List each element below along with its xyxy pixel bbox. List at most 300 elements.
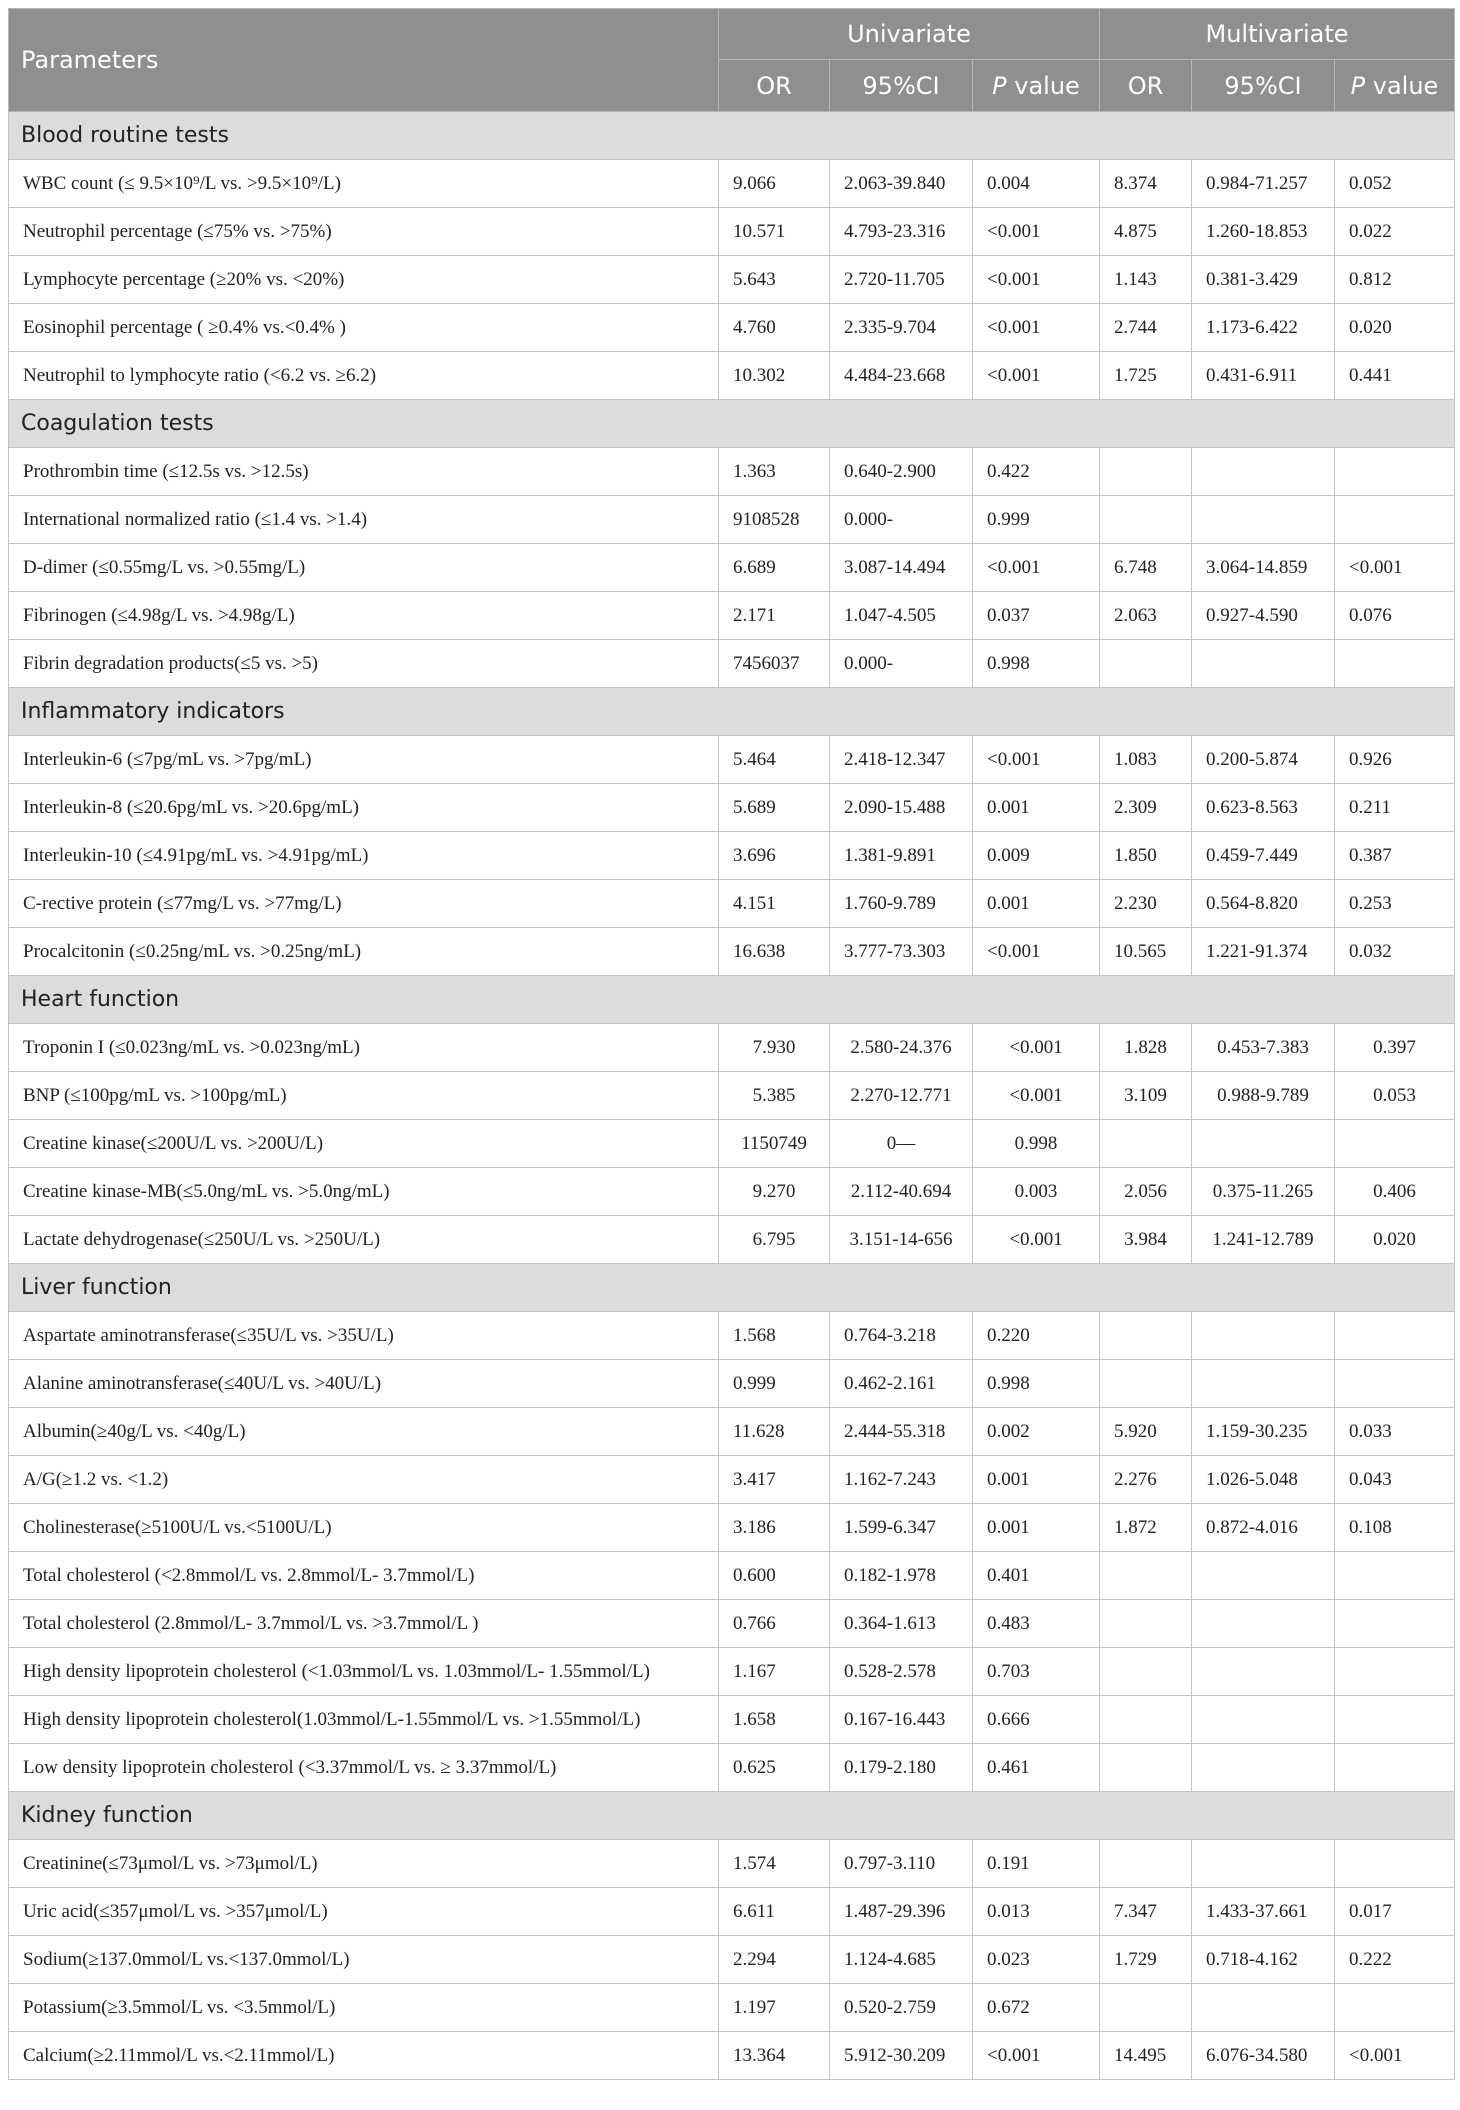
multivariate-ci-cell [1192,1744,1335,1792]
univariate-ci-cell: 0.000- [830,640,973,688]
univariate-p-cell: 0.220 [973,1312,1100,1360]
multivariate-or-cell: 6.748 [1100,544,1192,592]
parameter-cell: Albumin(≥40g/L vs. <40g/L) [9,1408,719,1456]
section-title: Kidney function [9,1792,1455,1840]
univariate-or-cell: 6.795 [719,1216,830,1264]
table-row [9,928,1455,976]
multivariate-or-cell: 2.230 [1100,880,1192,928]
univariate-or-cell: 3.417 [719,1456,830,1504]
multivariate-or-cell [1100,1648,1192,1696]
multivariate-p-cell: 0.033 [1335,1408,1455,1456]
table-row [9,592,1455,640]
multivariate-or-cell: 1.143 [1100,256,1192,304]
multivariate-or-cell [1100,1360,1192,1408]
univariate-ci-cell: 0.000- [830,496,973,544]
header-multivariate: Multivariate [1100,9,1455,60]
multivariate-or-cell [1100,1840,1192,1888]
univariate-ci-cell: 1.162-7.243 [830,1456,973,1504]
header-univariate-ci: 95%CI [830,60,973,112]
table-row [9,256,1455,304]
univariate-p-cell: 0.004 [973,160,1100,208]
multivariate-p-cell: 0.017 [1335,1888,1455,1936]
parameter-cell: Creatine kinase-MB(≤5.0ng/mL vs. >5.0ng/mL) [9,1168,719,1216]
table-container [8,8,1454,2080]
table-row [9,1072,1455,1120]
parameter-cell: Prothrombin time (≤12.5s vs. >12.5s) [9,448,719,496]
univariate-or-cell: 5.464 [719,736,830,784]
multivariate-p-cell [1335,640,1455,688]
multivariate-p-cell: 0.053 [1335,1072,1455,1120]
multivariate-or-cell [1100,1744,1192,1792]
multivariate-or-cell: 2.063 [1100,592,1192,640]
multivariate-or-cell: 1.850 [1100,832,1192,880]
section-row [9,1792,1455,1840]
univariate-or-cell: 3.696 [719,832,830,880]
multivariate-p-cell [1335,1312,1455,1360]
multivariate-p-cell: 0.020 [1335,1216,1455,1264]
parameter-cell: Interleukin-6 (≤7pg/mL vs. >7pg/mL) [9,736,719,784]
univariate-or-cell: 2.294 [719,1936,830,1984]
univariate-p-cell: 0.461 [973,1744,1100,1792]
multivariate-ci-cell: 0.453-7.383 [1192,1024,1335,1072]
multivariate-or-cell [1100,1552,1192,1600]
parameter-cell: Fibrin degradation products(≤5 vs. >5) [9,640,719,688]
multivariate-p-cell: 0.020 [1335,304,1455,352]
multivariate-ci-cell [1192,1648,1335,1696]
univariate-ci-cell: 1.599-6.347 [830,1504,973,1552]
multivariate-ci-cell: 0.381-3.429 [1192,256,1335,304]
univariate-p-cell: 0.037 [973,592,1100,640]
section-title: Inflammatory indicators [9,688,1455,736]
regression-table [8,8,1455,2080]
univariate-p-cell: 0.001 [973,880,1100,928]
multivariate-or-cell [1100,496,1192,544]
table-row [9,1840,1455,1888]
parameter-cell: C-rective protein (≤77mg/L vs. >77mg/L) [9,880,719,928]
section-title: Blood routine tests [9,112,1455,160]
multivariate-ci-cell [1192,1696,1335,1744]
parameter-cell: BNP (≤100pg/mL vs. >100pg/mL) [9,1072,719,1120]
section-row [9,688,1455,736]
univariate-ci-cell: 1.760-9.789 [830,880,973,928]
univariate-ci-cell: 3.777-73.303 [830,928,973,976]
univariate-ci-cell: 2.335-9.704 [830,304,973,352]
multivariate-p-cell: 0.812 [1335,256,1455,304]
univariate-or-cell: 7456037 [719,640,830,688]
univariate-or-cell: 1150749 [719,1120,830,1168]
p-suffix: value [1365,71,1439,100]
multivariate-or-cell: 1.828 [1100,1024,1192,1072]
parameter-cell: D-dimer (≤0.55mg/L vs. >0.55mg/L) [9,544,719,592]
multivariate-ci-cell [1192,1120,1335,1168]
univariate-or-cell: 13.364 [719,2032,830,2080]
multivariate-p-cell: <0.001 [1335,544,1455,592]
section-row [9,400,1455,448]
multivariate-ci-cell: 0.718-4.162 [1192,1936,1335,1984]
multivariate-or-cell: 10.565 [1100,928,1192,976]
header-multivariate-p [1335,60,1455,112]
section-title: Heart function [9,976,1455,1024]
multivariate-ci-cell [1192,640,1335,688]
table-row [9,352,1455,400]
multivariate-p-cell [1335,1120,1455,1168]
univariate-p-cell: 0.191 [973,1840,1100,1888]
parameter-cell: Neutrophil to lymphocyte ratio (<6.2 vs. ≥6.2) [9,352,719,400]
multivariate-or-cell: 3.109 [1100,1072,1192,1120]
univariate-or-cell: 0.766 [719,1600,830,1648]
multivariate-ci-cell: 0.564-8.820 [1192,880,1335,928]
univariate-or-cell: 3.186 [719,1504,830,1552]
univariate-p-cell: 0.013 [973,1888,1100,1936]
multivariate-p-cell: 0.043 [1335,1456,1455,1504]
table-row [9,544,1455,592]
multivariate-ci-cell: 1.433-37.661 [1192,1888,1335,1936]
section-row [9,1264,1455,1312]
parameter-cell: Eosinophil percentage ( ≥0.4% vs.<0.4% ) [9,304,719,352]
multivariate-ci-cell: 0.927-4.590 [1192,592,1335,640]
section-row [9,112,1455,160]
univariate-ci-cell: 0.764-3.218 [830,1312,973,1360]
parameter-cell: Potassium(≥3.5mmol/L vs. <3.5mmol/L) [9,1984,719,2032]
univariate-p-cell: <0.001 [973,352,1100,400]
univariate-p-cell: 0.001 [973,1456,1100,1504]
univariate-or-cell: 1.574 [719,1840,830,1888]
table-row [9,832,1455,880]
multivariate-ci-cell: 0.872-4.016 [1192,1504,1335,1552]
univariate-p-cell: 0.422 [973,448,1100,496]
header-univariate: Univariate [719,9,1100,60]
header-univariate-p [973,60,1100,112]
parameter-cell: Lactate dehydrogenase(≤250U/L vs. >250U/L) [9,1216,719,1264]
univariate-ci-cell: 4.484-23.668 [830,352,973,400]
parameter-cell: High density lipoprotein cholesterol (<1.03mmol/L vs. 1.03mmol/L- 1.55mmol/L) [9,1648,719,1696]
univariate-p-cell: <0.001 [973,736,1100,784]
univariate-ci-cell: 0.528-2.578 [830,1648,973,1696]
univariate-p-cell: 0.023 [973,1936,1100,1984]
univariate-ci-cell: 1.381-9.891 [830,832,973,880]
multivariate-ci-cell: 0.431-6.911 [1192,352,1335,400]
table-row [9,1744,1455,1792]
multivariate-or-cell: 2.309 [1100,784,1192,832]
parameter-cell: Creatinine(≤73μmol/L vs. >73μmol/L) [9,1840,719,1888]
parameter-cell: Low density lipoprotein cholesterol (<3.37mmol/L vs. ≥ 3.37mmol/L) [9,1744,719,1792]
table-row [9,1552,1455,1600]
multivariate-p-cell: 0.108 [1335,1504,1455,1552]
parameter-cell: Calcium(≥2.11mmol/L vs.<2.11mmol/L) [9,2032,719,2080]
multivariate-ci-cell: 0.375-11.265 [1192,1168,1335,1216]
univariate-p-cell: 0.666 [973,1696,1100,1744]
univariate-p-cell: <0.001 [973,1072,1100,1120]
univariate-or-cell: 5.689 [719,784,830,832]
parameter-cell: Interleukin-10 (≤4.91pg/mL vs. >4.91pg/mL) [9,832,719,880]
multivariate-p-cell [1335,1648,1455,1696]
univariate-p-cell: 0.998 [973,1360,1100,1408]
table-row [9,1360,1455,1408]
univariate-ci-cell: 0.462-2.161 [830,1360,973,1408]
multivariate-p-cell [1335,1600,1455,1648]
univariate-ci-cell: 2.418-12.347 [830,736,973,784]
parameter-cell: Aspartate aminotransferase(≤35U/L vs. >35U/L) [9,1312,719,1360]
multivariate-or-cell: 7.347 [1100,1888,1192,1936]
table-row [9,1024,1455,1072]
multivariate-ci-cell [1192,1312,1335,1360]
section-title: Coagulation tests [9,400,1455,448]
parameter-cell: Uric acid(≤357μmol/L vs. >357μmol/L) [9,1888,719,1936]
multivariate-or-cell [1100,1312,1192,1360]
multivariate-ci-cell: 1.159-30.235 [1192,1408,1335,1456]
table-row [9,640,1455,688]
univariate-ci-cell: 0— [830,1120,973,1168]
multivariate-ci-cell [1192,496,1335,544]
univariate-p-cell: <0.001 [973,1216,1100,1264]
univariate-p-cell: 0.401 [973,1552,1100,1600]
parameter-cell: Lymphocyte percentage (≥20% vs. <20%) [9,256,719,304]
univariate-or-cell: 16.638 [719,928,830,976]
multivariate-p-cell: 0.222 [1335,1936,1455,1984]
univariate-ci-cell: 2.090-15.488 [830,784,973,832]
parameter-cell: Sodium(≥137.0mmol/L vs.<137.0mmol/L) [9,1936,719,1984]
univariate-ci-cell: 2.444-55.318 [830,1408,973,1456]
univariate-p-cell: <0.001 [973,1024,1100,1072]
table-row [9,784,1455,832]
p-suffix: value [1006,71,1080,100]
table-row [9,1456,1455,1504]
multivariate-ci-cell [1192,1984,1335,2032]
p-italic: P [1350,71,1366,100]
univariate-ci-cell: 2.270-12.771 [830,1072,973,1120]
table-row [9,1312,1455,1360]
table-row [9,1984,1455,2032]
multivariate-p-cell: 0.032 [1335,928,1455,976]
multivariate-or-cell [1100,1696,1192,1744]
table-body [9,112,1455,2080]
parameter-cell: Troponin I (≤0.023ng/mL vs. >0.023ng/mL) [9,1024,719,1072]
multivariate-ci-cell: 1.221-91.374 [1192,928,1335,976]
multivariate-ci-cell: 0.459-7.449 [1192,832,1335,880]
multivariate-p-cell: 0.926 [1335,736,1455,784]
univariate-or-cell: 4.151 [719,880,830,928]
univariate-p-cell: 0.703 [973,1648,1100,1696]
multivariate-ci-cell [1192,1600,1335,1648]
multivariate-p-cell: 0.052 [1335,160,1455,208]
univariate-ci-cell: 4.793-23.316 [830,208,973,256]
parameter-cell: High density lipoprotein cholesterol(1.03mmol/L-1.55mmol/L vs. >1.55mmol/L) [9,1696,719,1744]
multivariate-ci-cell: 0.623-8.563 [1192,784,1335,832]
multivariate-p-cell [1335,1984,1455,2032]
multivariate-or-cell [1100,640,1192,688]
parameter-cell: International normalized ratio (≤1.4 vs. >1.4) [9,496,719,544]
univariate-ci-cell: 2.580-24.376 [830,1024,973,1072]
table-row [9,1168,1455,1216]
multivariate-ci-cell: 3.064-14.859 [1192,544,1335,592]
multivariate-or-cell: 14.495 [1100,2032,1192,2080]
univariate-p-cell: <0.001 [973,304,1100,352]
multivariate-p-cell [1335,1840,1455,1888]
multivariate-p-cell: 0.397 [1335,1024,1455,1072]
multivariate-p-cell [1335,1744,1455,1792]
univariate-ci-cell: 2.720-11.705 [830,256,973,304]
univariate-or-cell: 0.999 [719,1360,830,1408]
univariate-ci-cell: 1.487-29.396 [830,1888,973,1936]
univariate-ci-cell: 2.112-40.694 [830,1168,973,1216]
univariate-or-cell: 9.066 [719,160,830,208]
univariate-or-cell: 9.270 [719,1168,830,1216]
table-row [9,1600,1455,1648]
parameter-cell: Interleukin-8 (≤20.6pg/mL vs. >20.6pg/mL) [9,784,719,832]
multivariate-p-cell: 0.022 [1335,208,1455,256]
univariate-or-cell: 5.643 [719,256,830,304]
parameter-cell: A/G(≥1.2 vs. <1.2) [9,1456,719,1504]
multivariate-ci-cell: 1.173-6.422 [1192,304,1335,352]
table-row [9,496,1455,544]
header-multivariate-ci: 95%CI [1192,60,1335,112]
univariate-or-cell: 0.600 [719,1552,830,1600]
univariate-or-cell: 10.302 [719,352,830,400]
table-row [9,448,1455,496]
multivariate-ci-cell: 1.260-18.853 [1192,208,1335,256]
parameter-cell: Fibrinogen (≤4.98g/L vs. >4.98g/L) [9,592,719,640]
univariate-or-cell: 11.628 [719,1408,830,1456]
parameter-cell: Procalcitonin (≤0.25ng/mL vs. >0.25ng/mL) [9,928,719,976]
univariate-p-cell: 0.483 [973,1600,1100,1648]
univariate-or-cell: 0.625 [719,1744,830,1792]
univariate-p-cell: 0.003 [973,1168,1100,1216]
univariate-or-cell: 1.197 [719,1984,830,2032]
univariate-p-cell: 0.672 [973,1984,1100,2032]
univariate-ci-cell: 5.912-30.209 [830,2032,973,2080]
table-row [9,736,1455,784]
multivariate-or-cell: 3.984 [1100,1216,1192,1264]
multivariate-ci-cell: 1.241-12.789 [1192,1216,1335,1264]
section-row [9,976,1455,1024]
multivariate-or-cell: 4.875 [1100,208,1192,256]
univariate-ci-cell: 2.063-39.840 [830,160,973,208]
table-row [9,208,1455,256]
multivariate-ci-cell [1192,1552,1335,1600]
univariate-ci-cell: 0.364-1.613 [830,1600,973,1648]
table-row [9,304,1455,352]
univariate-or-cell: 6.689 [719,544,830,592]
multivariate-ci-cell: 6.076-34.580 [1192,2032,1335,2080]
multivariate-p-cell: 0.387 [1335,832,1455,880]
table-row [9,1696,1455,1744]
multivariate-or-cell [1100,448,1192,496]
univariate-or-cell: 6.611 [719,1888,830,1936]
multivariate-p-cell: <0.001 [1335,2032,1455,2080]
parameter-cell: Alanine aminotransferase(≤40U/L vs. >40U/L) [9,1360,719,1408]
p-italic: P [992,71,1007,100]
multivariate-p-cell: 0.441 [1335,352,1455,400]
table-row [9,1216,1455,1264]
parameter-cell: Creatine kinase(≤200U/L vs. >200U/L) [9,1120,719,1168]
univariate-or-cell: 2.171 [719,592,830,640]
univariate-p-cell: <0.001 [973,928,1100,976]
univariate-ci-cell: 1.047-4.505 [830,592,973,640]
multivariate-or-cell: 1.729 [1100,1936,1192,1984]
parameter-cell: WBC count (≤ 9.5×10⁹/L vs. >9.5×10⁹/L) [9,160,719,208]
table-row [9,1936,1455,1984]
multivariate-or-cell: 2.056 [1100,1168,1192,1216]
multivariate-or-cell: 2.744 [1100,304,1192,352]
multivariate-p-cell [1335,1360,1455,1408]
header-parameters: Parameters [9,9,719,112]
multivariate-p-cell [1335,448,1455,496]
multivariate-or-cell: 8.374 [1100,160,1192,208]
multivariate-or-cell [1100,1984,1192,2032]
univariate-or-cell: 1.363 [719,448,830,496]
section-title: Liver function [9,1264,1455,1312]
univariate-or-cell: 5.385 [719,1072,830,1120]
multivariate-ci-cell: 0.200-5.874 [1192,736,1335,784]
parameter-cell: Total cholesterol (<2.8mmol/L vs. 2.8mmol/L- 3.7mmol/L) [9,1552,719,1600]
multivariate-p-cell: 0.406 [1335,1168,1455,1216]
univariate-p-cell: 0.998 [973,640,1100,688]
univariate-p-cell: 0.999 [973,496,1100,544]
header-univariate-or: OR [719,60,830,112]
multivariate-ci-cell: 0.988-9.789 [1192,1072,1335,1120]
multivariate-ci-cell [1192,1360,1335,1408]
table-header [9,9,1455,112]
multivariate-ci-cell: 0.984-71.257 [1192,160,1335,208]
univariate-or-cell: 7.930 [719,1024,830,1072]
multivariate-p-cell: 0.211 [1335,784,1455,832]
univariate-or-cell: 9108528 [719,496,830,544]
univariate-p-cell: 0.009 [973,832,1100,880]
multivariate-p-cell [1335,496,1455,544]
multivariate-or-cell: 1.872 [1100,1504,1192,1552]
parameter-cell: Neutrophil percentage (≤75% vs. >75%) [9,208,719,256]
univariate-p-cell: 0.998 [973,1120,1100,1168]
header-multivariate-or: OR [1100,60,1192,112]
table-row [9,1120,1455,1168]
univariate-or-cell: 1.167 [719,1648,830,1696]
univariate-p-cell: <0.001 [973,2032,1100,2080]
multivariate-ci-cell [1192,1840,1335,1888]
multivariate-or-cell: 1.083 [1100,736,1192,784]
univariate-or-cell: 1.568 [719,1312,830,1360]
multivariate-or-cell: 1.725 [1100,352,1192,400]
univariate-ci-cell: 0.167-16.443 [830,1696,973,1744]
univariate-ci-cell: 0.182-1.978 [830,1552,973,1600]
univariate-p-cell: <0.001 [973,256,1100,304]
multivariate-ci-cell [1192,448,1335,496]
table-row [9,1888,1455,1936]
univariate-ci-cell: 3.151-14-656 [830,1216,973,1264]
multivariate-p-cell: 0.253 [1335,880,1455,928]
univariate-ci-cell: 0.797-3.110 [830,1840,973,1888]
univariate-or-cell: 10.571 [719,208,830,256]
univariate-ci-cell: 0.640-2.900 [830,448,973,496]
univariate-p-cell: 0.001 [973,784,1100,832]
multivariate-or-cell: 5.920 [1100,1408,1192,1456]
univariate-or-cell: 4.760 [719,304,830,352]
multivariate-p-cell [1335,1696,1455,1744]
univariate-p-cell: 0.002 [973,1408,1100,1456]
univariate-p-cell: 0.001 [973,1504,1100,1552]
multivariate-ci-cell: 1.026-5.048 [1192,1456,1335,1504]
table-row [9,160,1455,208]
multivariate-or-cell [1100,1600,1192,1648]
table-row [9,1648,1455,1696]
table-row [9,880,1455,928]
table-row [9,1504,1455,1552]
table-row [9,2032,1455,2080]
parameter-cell: Total cholesterol (2.8mmol/L- 3.7mmol/L vs. >3.7mmol/L ) [9,1600,719,1648]
univariate-p-cell: <0.001 [973,208,1100,256]
univariate-ci-cell: 3.087-14.494 [830,544,973,592]
univariate-ci-cell: 0.520-2.759 [830,1984,973,2032]
univariate-ci-cell: 1.124-4.685 [830,1936,973,1984]
